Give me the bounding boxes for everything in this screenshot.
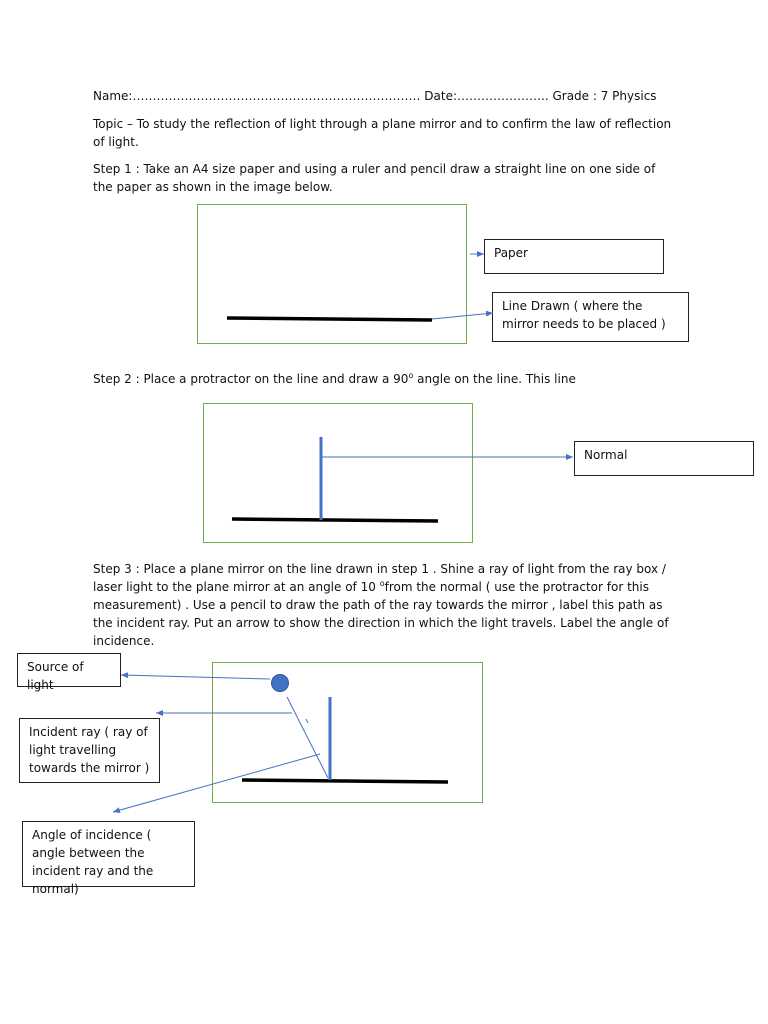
source-of-light-arrow [121, 675, 270, 679]
step2-paragraph: Step 2 : Place a protractor on the line and draw a 90$^o$ angle on the line. This line [93, 371, 576, 386]
line-drawn-label-box: Line Drawn ( where the mirror needs to be placed ) [492, 292, 689, 342]
topic-paragraph: Topic – To study the reflection of light through a plane mirror and to confirm the law of reflection of light. [93, 117, 672, 149]
paper-label-box: Paper [484, 239, 664, 274]
source-of-light-label-box: Source of light [17, 653, 121, 687]
date-field: Date:………………….. [424, 89, 549, 103]
grade-label: Grade : 7 Physics [552, 89, 657, 103]
angle-of-incidence-label-box: Angle of incidence ( angle between the incident ray and the normal) [22, 821, 195, 887]
incident-ray-label-box: Incident ray ( ray of light travelling towards the mirror ) [19, 718, 160, 783]
name-field: Name:……………………………………………………………… [93, 89, 421, 103]
incident-ray-line [287, 697, 328, 778]
mirror-line-step2 [232, 519, 438, 521]
angle-of-incidence-arrow [113, 754, 320, 812]
normal-label-box: Normal [574, 441, 754, 476]
step1-paragraph: Step 1 : Take an A4 size paper and using a ruler and pencil draw a straight line on one side of the paper as shown in the image below. [93, 162, 656, 194]
mirror-line-step3 [242, 780, 448, 782]
line-drawn-arrow [432, 313, 493, 319]
step3-paragraph: Step 3 : Place a plane mirror on the line drawn in step 1 . Shine a ray of light from the ray box / laser light to the plane mirror at an angle of 10 $^o$from the normal ( use the protractor for this measurement) . Use a pencil to draw the path of the ray towards the mirror , label this path as the incident ray. Put an arrow to show the direction in which the light travels. Label the angle of incidence. [93, 562, 669, 648]
incident-ray-direction-arrow-icon [306, 719, 308, 723]
drawn-line-step1 [227, 318, 432, 320]
light-source-circle [272, 675, 289, 692]
